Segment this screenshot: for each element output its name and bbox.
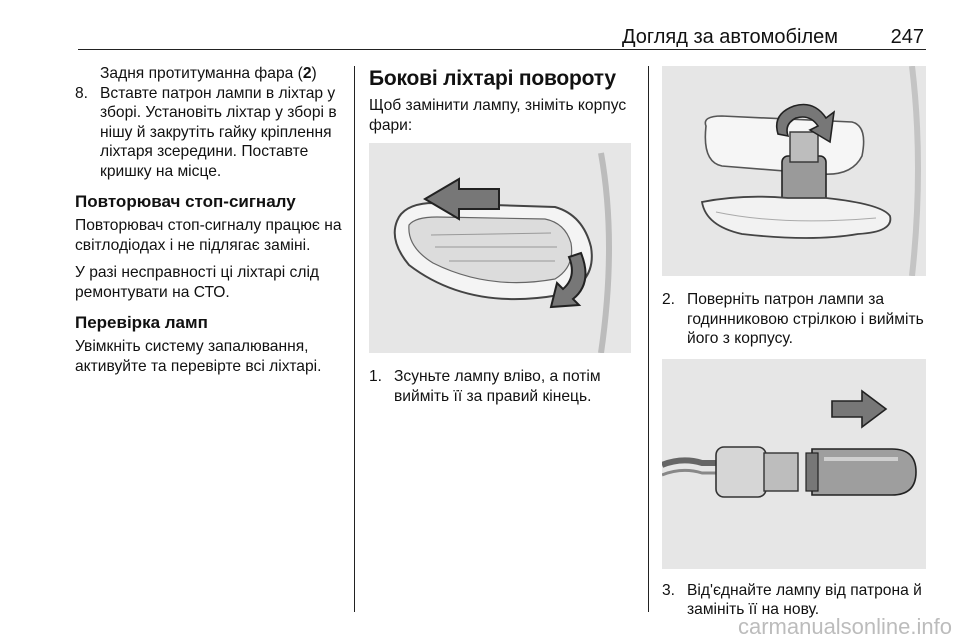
step-8 xyxy=(75,84,347,182)
figure-slide-lamp xyxy=(369,143,631,353)
step-1 xyxy=(369,367,635,406)
header-title: Догляд за автомобілем xyxy=(621,26,838,48)
continued-line: Задня протитуманна фара (2) xyxy=(100,65,317,82)
header-rule xyxy=(78,49,926,50)
section-heading-lamp-check: Перевірка ламп xyxy=(75,313,208,332)
step-2 xyxy=(662,290,926,349)
page-header xyxy=(78,20,926,50)
step-text: Зсуньте лампу вліво, а потім вийміть її за правий кінець. xyxy=(394,368,601,405)
page-number: 247 xyxy=(890,26,924,48)
section-heading-brake-repeater: Повторювач стоп-сигналу xyxy=(75,192,296,211)
intro-paragraph: Щоб замінити лампу, зніміть корпус фари: xyxy=(369,97,627,134)
paragraph: Увімкніть систему запалювання, активуйте та перевірте всі ліхтарі. xyxy=(75,338,322,375)
column-divider-left xyxy=(354,66,355,612)
column-divider-right xyxy=(648,66,649,612)
column-middle xyxy=(369,66,635,406)
paragraph: Повторювач стоп-сигналу працює на світлодіодах і не підлягає заміні. xyxy=(75,217,342,254)
step-text: Поверніть патрон лампи за годинниковою стрілкою і вийміть його з корпусу. xyxy=(687,291,924,347)
section-heading-side-turn-lights: Бокові ліхтарі повороту xyxy=(369,67,616,90)
step-number: 2. xyxy=(662,291,676,308)
column-right xyxy=(662,66,926,620)
step-text: Від'єднайте лампу від патрона й замініть її на нову. xyxy=(687,581,922,618)
step-text: Вставте патрон лампи в ліхтар у зборі. Установіть ліхтар у зборі в нішу й закрутіть гайку кріплення ліхтаря зсередини. Поставте кришку на місце. xyxy=(100,84,337,180)
step-number: 8. xyxy=(75,84,89,102)
step-number: 3. xyxy=(662,581,676,599)
step-number: 1. xyxy=(369,368,383,385)
watermark: carmanualsonline.info xyxy=(737,614,952,639)
paragraph: У разі несправності ці ліхтарі слід ремонтувати на СТО. xyxy=(75,264,320,301)
figure-remove-bulb xyxy=(662,359,926,569)
column-left xyxy=(75,64,347,376)
figure-rotate-socket xyxy=(662,66,926,276)
